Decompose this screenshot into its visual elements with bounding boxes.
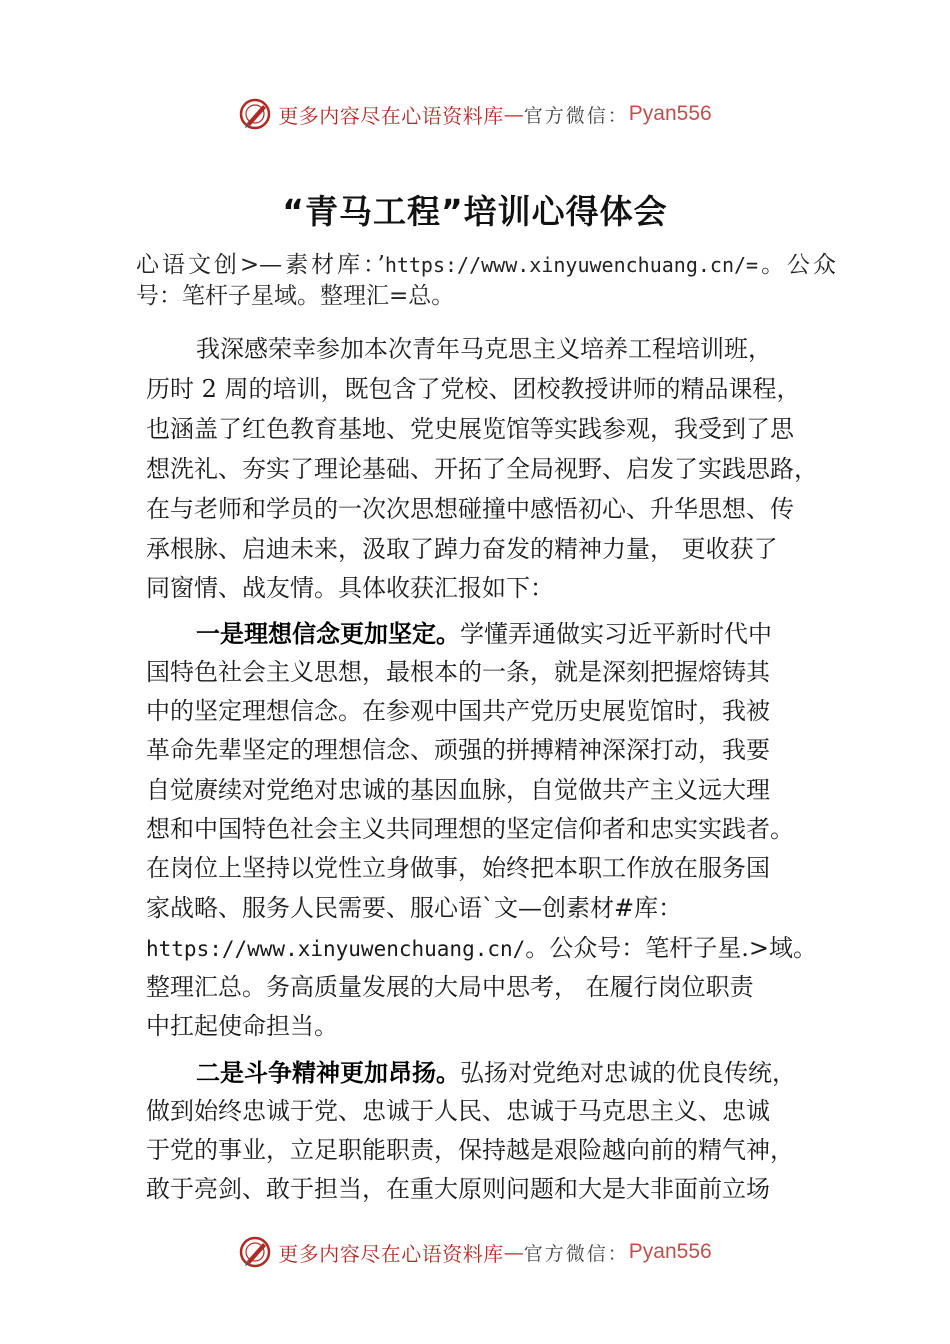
- section1-line: 革命先辈坚定的理想信念、顽强的拼搏精神深深打动，我要: [146, 736, 770, 764]
- banner-separator: —: [503, 102, 524, 126]
- section1-url-line: [146, 928, 817, 968]
- section1-line: 在岗位上坚持以党性立身做事，始终把本职工作放在服务国: [146, 854, 770, 882]
- footer-banner: [0, 1232, 950, 1272]
- paragraph1-line: 同窗情、战友情。具体收获汇报如下：: [146, 574, 554, 602]
- section2-heading: 二是斗争精神更加昂扬。: [196, 1059, 460, 1087]
- section1-line: 整理汇总。务高质量发展的大局中思考， 在履行岗位职责: [146, 973, 754, 1001]
- header-banner: [0, 94, 950, 134]
- section1-heading: 一是理想信念更加坚定。: [196, 620, 460, 648]
- section1-line: 家战略、服务人民需要、服心语`文—创素材#库：: [146, 894, 683, 922]
- paragraph1-line: 想洗礼、夯实了理论基础、开拓了全局视野、启发了实践思路，: [146, 455, 818, 483]
- section1-url-line-rest: 。公众号：笔杆子星.>域。: [525, 934, 818, 962]
- source-prefix: 心语文创>—素材库：’: [136, 252, 385, 278]
- section2-line: 敢于亮剑、敢于担当，在重大原则问题和大是大非面前立场: [146, 1175, 770, 1203]
- banner-text: 更多内容尽在心语资料库: [278, 1241, 504, 1266]
- banner-wechat-id: Pyan556: [628, 1240, 712, 1263]
- section1-line: 自觉赓续对党绝对忠诚的基因血脉，自觉做共产主义远大理: [146, 776, 770, 804]
- section1-url: https://www.xinyuwenchuang.cn/: [146, 937, 526, 961]
- section1-line: 国特色社会主义思想，最根本的一条，就是深刻把握熔铸其: [146, 658, 770, 686]
- pen-circle-logo-icon: [238, 97, 272, 131]
- section2-first-line-text: 弘扬对党绝对忠诚的优良传统，: [460, 1059, 796, 1087]
- paragraph1-line: 在与老师和学员的一次次思想碰撞中感悟初心、升华思想、传: [146, 495, 794, 523]
- paragraph1-line: 承根脉、启迪未来，汲取了踔力奋发的精神力量， 更收获了: [146, 535, 778, 563]
- paragraph1-line: 我深感荣幸参加本次青年马克思主义培养工程培训班，: [196, 335, 772, 363]
- section2-line: 于党的事业，立足职能职责，保持越是艰险越向前的精气神，: [146, 1136, 794, 1164]
- banner-wechat-id: Pyan556: [628, 102, 712, 125]
- banner-wechat-label: 官方微信：: [523, 104, 629, 127]
- banner-wechat-label: 官方微信：: [523, 1242, 629, 1265]
- banner-separator: —: [503, 1240, 524, 1264]
- source-url: https://www.xinyuwenchuang.cn/=: [384, 253, 759, 277]
- source-suffix: 。公众号：笔杆子星域。整理汇=总。: [136, 252, 836, 309]
- section2-line: 做到始终忠诚于党、忠诚于人民、忠诚于马克思主义、忠诚: [146, 1097, 770, 1125]
- banner-text: 更多内容尽在心语资料库: [278, 103, 504, 128]
- section1-first-line: [196, 614, 772, 654]
- section2-first-line: [196, 1053, 796, 1093]
- section1-line: 中扛起使命担当。: [146, 1012, 338, 1040]
- paragraph1-line: 也涵盖了红色教育基地、党史展览馆等实践参观，我受到了思: [146, 415, 794, 443]
- section1-first-line-text: 学懂弄通做实习近平新时代中: [460, 620, 772, 648]
- section1-line: 想和中国特色社会主义共同理想的坚定信仰者和忠实实践者。: [146, 815, 794, 843]
- section1-line: 中的坚定理想信念。在参观中国共产党历史展览馆时，我被: [146, 697, 770, 725]
- pen-circle-logo-icon: [238, 1235, 272, 1269]
- source-note: [136, 250, 836, 312]
- document-title: “青马工程”培训心得体会: [282, 192, 668, 231]
- paragraph1-line: 历时 2 周的培训，既包含了党校、团校教授讲师的精品课程，: [146, 375, 801, 403]
